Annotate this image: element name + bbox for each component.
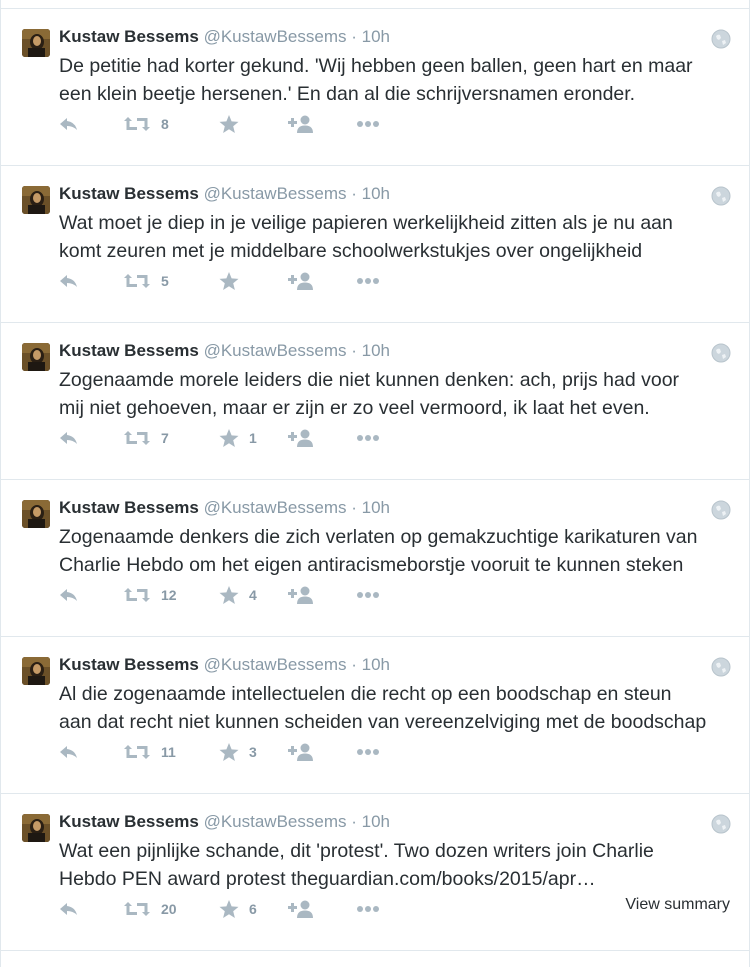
timestamp[interactable]: 10h: [361, 27, 391, 46]
tweet-text-line: komt zeuren met je middelbare schoolwerkstukjes over ongelijkheid: [59, 240, 643, 262]
username[interactable]: @KustawBessems: [203, 27, 347, 46]
tweet-actions: [58, 114, 738, 134]
tweet-header: [59, 811, 390, 833]
reply-icon: [58, 587, 80, 603]
tweet-text: [59, 680, 739, 736]
tweet[interactable]: [0, 794, 750, 951]
fullname[interactable]: Kustaw Bessems: [59, 341, 199, 360]
tweet[interactable]: [0, 637, 750, 794]
avatar[interactable]: [22, 186, 50, 214]
username[interactable]: @KustawBessems: [203, 812, 347, 831]
globe-icon: [711, 500, 731, 520]
star-icon: [219, 900, 239, 919]
fullname[interactable]: Kustaw Bessems: [59, 812, 199, 831]
globe-icon: [711, 343, 731, 363]
tweet-text: [59, 366, 739, 422]
tweet-text-line: De petitie had korter gekund. 'Wij hebben geen ballen, geen hart en maar: [59, 55, 693, 77]
retweet-count: 11: [161, 744, 176, 760]
fullname[interactable]: Kustaw Bessems: [59, 498, 199, 517]
tweet[interactable]: [0, 166, 750, 323]
avatar[interactable]: [22, 814, 50, 842]
tweet-text-line: Zogenaamde morele leiders die niet kunnen denken: ach, prijs had voor: [59, 369, 680, 391]
reply-icon: [58, 273, 80, 289]
timestamp[interactable]: 10h: [361, 655, 391, 674]
fullname[interactable]: Kustaw Bessems: [59, 27, 199, 46]
tweet-text-line: mij niet gehoeven, maar er zijn er zo veel vermoord, ik laat het even.: [59, 397, 650, 419]
more-dots-icon: [356, 591, 380, 599]
favorite-button[interactable]: [219, 899, 257, 919]
follow-button[interactable]: [288, 899, 314, 919]
more-dots-icon: [356, 277, 380, 285]
tweet[interactable]: [0, 323, 750, 480]
fullname[interactable]: Kustaw Bessems: [59, 655, 199, 674]
favorite-button[interactable]: [219, 585, 257, 605]
reply-icon: [58, 744, 80, 760]
tweet-text-line: aan dat recht niet kunnen scheiden van vereenzelviging met de boodschap: [59, 711, 707, 733]
avatar[interactable]: [22, 657, 50, 685]
retweet-icon: [123, 429, 151, 447]
globe-icon: [711, 657, 731, 677]
reply-button[interactable]: [58, 428, 80, 448]
favorite-button[interactable]: [219, 114, 249, 134]
timestamp[interactable]: 10h: [361, 184, 391, 203]
tweet-header: [59, 340, 390, 362]
tweet-actions: [58, 271, 738, 291]
more-dots-icon: [356, 905, 380, 913]
view-summary-link[interactable]: View summary: [625, 896, 730, 913]
reply-icon: [58, 430, 80, 446]
favorite-count: 4: [249, 587, 257, 603]
tweet-text: [59, 52, 739, 108]
globe-icon: [711, 814, 731, 834]
tweet-text-line: Wat een pijnlijke schande, dit 'protest'. Two dozen writers join Charlie: [59, 840, 654, 862]
add-user-icon: [288, 743, 314, 761]
retweet-icon: [123, 586, 151, 604]
reply-button[interactable]: [58, 899, 80, 919]
separator-dot: ·: [351, 27, 357, 46]
follow-button[interactable]: [288, 271, 314, 291]
tweet-header: [59, 183, 390, 205]
retweet-button[interactable]: [123, 899, 177, 919]
tweet-header: [59, 654, 390, 676]
avatar[interactable]: [22, 29, 50, 57]
timestamp[interactable]: 10h: [361, 812, 391, 831]
add-user-icon: [288, 586, 314, 604]
reply-button[interactable]: [58, 114, 80, 134]
retweet-button[interactable]: [123, 585, 177, 605]
retweet-button[interactable]: [123, 271, 169, 291]
more-button[interactable]: [356, 742, 380, 762]
retweet-icon: [123, 115, 151, 133]
retweet-count: 5: [161, 273, 169, 289]
more-button[interactable]: [356, 899, 380, 919]
star-icon: [219, 743, 239, 762]
favorite-count: 6: [249, 901, 257, 917]
globe-icon: [711, 29, 731, 49]
more-button[interactable]: [356, 585, 380, 605]
reply-icon: [58, 901, 80, 917]
avatar[interactable]: [22, 343, 50, 371]
tweet-text: [59, 837, 739, 893]
tweet-text: [59, 523, 739, 579]
reply-icon: [58, 116, 80, 132]
star-icon: [219, 429, 239, 448]
fullname[interactable]: Kustaw Bessems: [59, 184, 199, 203]
tweet-text-line: Hebdo PEN award protest theguardian.com/books/2015/apr…: [59, 868, 596, 890]
retweet-icon: [123, 900, 151, 918]
reply-button[interactable]: [58, 742, 80, 762]
timestamp[interactable]: 10h: [361, 341, 391, 360]
retweet-button[interactable]: [123, 742, 176, 762]
favorite-button[interactable]: [219, 271, 249, 291]
retweet-count: 20: [161, 901, 177, 917]
tweet-actions: [58, 428, 738, 448]
avatar[interactable]: [22, 500, 50, 528]
follow-button[interactable]: [288, 114, 314, 134]
add-user-icon: [288, 900, 314, 918]
tweet-actions: [58, 585, 738, 605]
tweet-text-line: een klein beetje hersenen.' En dan al die schrijversnamen eronder.: [59, 83, 636, 105]
more-dots-icon: [356, 748, 380, 756]
separator-dot: ·: [351, 812, 357, 831]
star-icon: [219, 586, 239, 605]
timestamp[interactable]: 10h: [361, 498, 391, 517]
separator-dot: ·: [351, 341, 357, 360]
more-button[interactable]: [356, 428, 380, 448]
globe-icon: [711, 186, 731, 206]
favorite-button[interactable]: [219, 742, 257, 762]
username[interactable]: @KustawBessems: [203, 655, 347, 674]
retweet-count: 12: [161, 587, 177, 603]
add-user-icon: [288, 272, 314, 290]
username[interactable]: @KustawBessems: [203, 184, 347, 203]
reply-button[interactable]: [58, 271, 80, 291]
more-dots-icon: [356, 434, 380, 442]
tweet-header: [59, 26, 390, 48]
follow-button[interactable]: [288, 742, 314, 762]
star-icon: [219, 272, 239, 291]
retweet-count: 8: [161, 116, 169, 132]
retweet-icon: [123, 743, 151, 761]
tweet-text-line: Al die zogenaamde intellectuelen die recht op een boodschap en steun: [59, 683, 672, 705]
add-user-icon: [288, 429, 314, 447]
follow-button[interactable]: [288, 428, 314, 448]
more-button[interactable]: [356, 114, 380, 134]
favorite-button[interactable]: [219, 428, 257, 448]
tweet-header: [59, 497, 390, 519]
retweet-button[interactable]: [123, 114, 169, 134]
username[interactable]: @KustawBessems: [203, 341, 347, 360]
tweet-text-line: Charlie Hebdo om het eigen antiracismeborstje vooruit te kunnen steken: [59, 554, 684, 576]
add-user-icon: [288, 115, 314, 133]
separator-dot: ·: [351, 184, 357, 203]
reply-button[interactable]: [58, 585, 80, 605]
retweet-button[interactable]: [123, 428, 169, 448]
separator-dot: ·: [351, 655, 357, 674]
star-icon: [219, 115, 239, 134]
username[interactable]: @KustawBessems: [203, 498, 347, 517]
tweet[interactable]: [0, 9, 750, 166]
tweet-actions: [58, 742, 738, 762]
follow-button[interactable]: [288, 585, 314, 605]
tweet-text: [59, 209, 739, 265]
tweet[interactable]: [0, 480, 750, 637]
more-dots-icon: [356, 120, 380, 128]
favorite-count: 3: [249, 744, 257, 760]
tweet-text-line: Wat moet je diep in je veilige papieren werkelijkheid zitten als je nu aan: [59, 212, 673, 234]
favorite-count: 1: [249, 430, 257, 446]
retweet-count: 7: [161, 430, 169, 446]
retweet-icon: [123, 272, 151, 290]
tweet-text-line: Zogenaamde denkers die zich verlaten op gemakzuchtige karikaturen van: [59, 526, 698, 548]
separator-dot: ·: [351, 498, 357, 517]
more-button[interactable]: [356, 271, 380, 291]
